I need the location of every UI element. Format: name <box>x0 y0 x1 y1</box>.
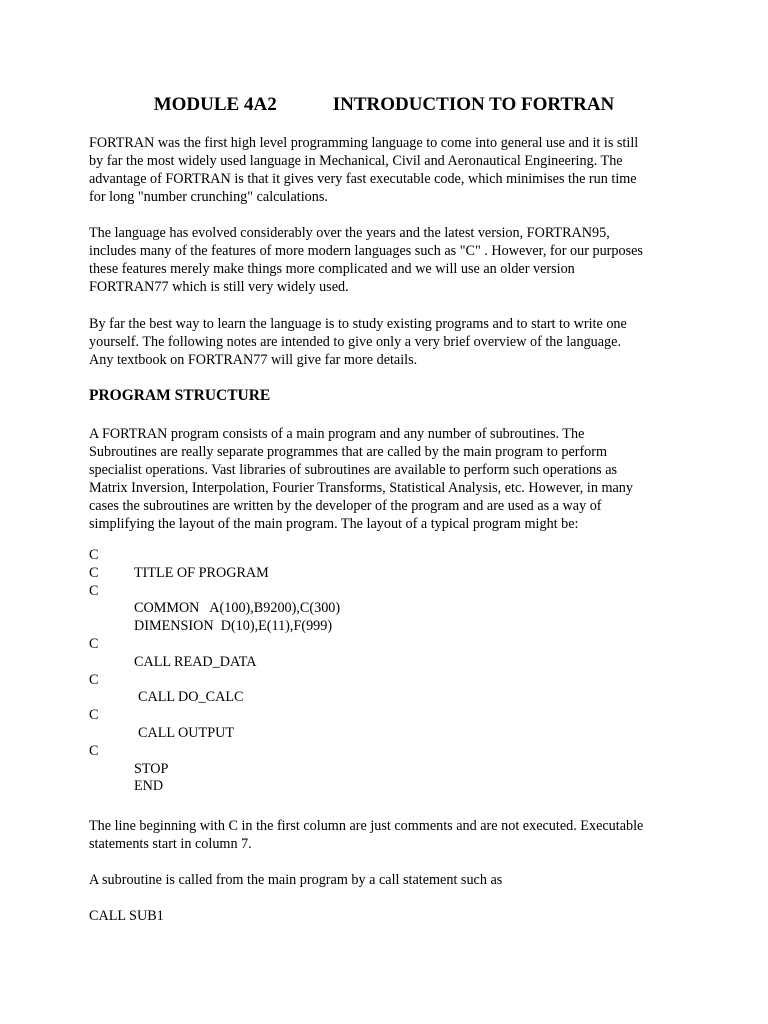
code-statement: STOP <box>134 760 169 777</box>
text-line: statements start in column 7. <box>89 836 252 852</box>
comment-marker: C <box>89 707 99 724</box>
comment-marker: C <box>89 635 99 652</box>
text-line: CALL SUB1 <box>89 908 164 924</box>
comment-marker: C <box>89 671 99 688</box>
text-line: FORTRAN77 which is still very widely used. <box>89 279 349 295</box>
code-statement: END <box>134 778 164 795</box>
text-line: By far the best way to learn the language is to study existing programs and to start to write one <box>89 316 627 332</box>
intro-paragraph-2 <box>89 224 689 296</box>
intro-paragraph-3 <box>89 315 689 369</box>
text-line: Any textbook on FORTRAN77 will give far more details. <box>89 352 418 368</box>
code-statement: CALL OUTPUT <box>138 724 235 741</box>
intro-paragraph-1 <box>89 134 689 206</box>
code-statement: DIMENSION D(10),E(11),F(999) <box>134 618 333 635</box>
module-code: MODULE 4A2 <box>153 94 277 115</box>
text-line: cases the subroutines are written by the developer of the program and are used as a way of <box>89 498 602 514</box>
text-line: Matrix Inversion, Interpolation, Fourier Transforms, Statistical Analysis, etc. However, in many <box>89 480 633 496</box>
text-line: The language has evolved considerably over the years and the latest version, FORTRAN95, <box>89 225 610 241</box>
text-line: includes many of the features of more modern languages such as "C" . However, for our purposes <box>89 243 643 259</box>
module-subject: INTRODUCTION TO FORTRAN <box>332 94 615 115</box>
code-statement: CALL DO_CALC <box>138 689 244 706</box>
text-line: Subroutines are really separate programmes that are called by the main program to perform <box>89 444 608 460</box>
comments-paragraph <box>89 817 689 853</box>
comment-marker: C <box>89 742 99 759</box>
text-line: The line beginning with C in the first column are just comments and are not executed. Executable <box>89 818 644 834</box>
text-line: these features merely make things more complicated and we will use an older version <box>89 261 575 277</box>
text-line: for long "number crunching" calculations. <box>89 189 328 205</box>
text-line: A FORTRAN program consists of a main program and any number of subroutines. The <box>89 426 585 442</box>
structure-paragraph <box>89 425 689 533</box>
section-heading: PROGRAM STRUCTURE <box>89 387 271 404</box>
page-title <box>0 93 768 117</box>
code-statement: COMMON A(100),B9200),C(300) <box>134 600 341 617</box>
text-line: A subroutine is called from the main program by a call statement such as <box>89 872 503 888</box>
text-line: FORTRAN was the first high level programming language to come into general use and it is still <box>89 135 639 151</box>
text-line: advantage of FORTRAN is that it gives very fast executable code, which minimises the run time <box>89 171 637 187</box>
text-line: by far the most widely used language in Mechanical, Civil and Aeronautical Engineering. The <box>89 153 623 169</box>
code-statement: TITLE OF PROGRAM <box>134 564 269 581</box>
code-statement: CALL READ_DATA <box>134 653 257 670</box>
call-example <box>89 907 689 925</box>
comment-marker: C <box>89 547 99 563</box>
comment-marker: C <box>89 582 99 599</box>
subroutine-paragraph <box>89 871 689 889</box>
text-line: specialist operations. Vast libraries of subroutines are available to perform such operations as <box>89 462 618 478</box>
text-line: simplifying the layout of the main program. The layout of a typical program might be: <box>89 516 579 532</box>
comment-marker: C <box>89 564 99 581</box>
text-line: yourself. The following notes are intended to give only a very brief overview of the language. <box>89 334 621 350</box>
